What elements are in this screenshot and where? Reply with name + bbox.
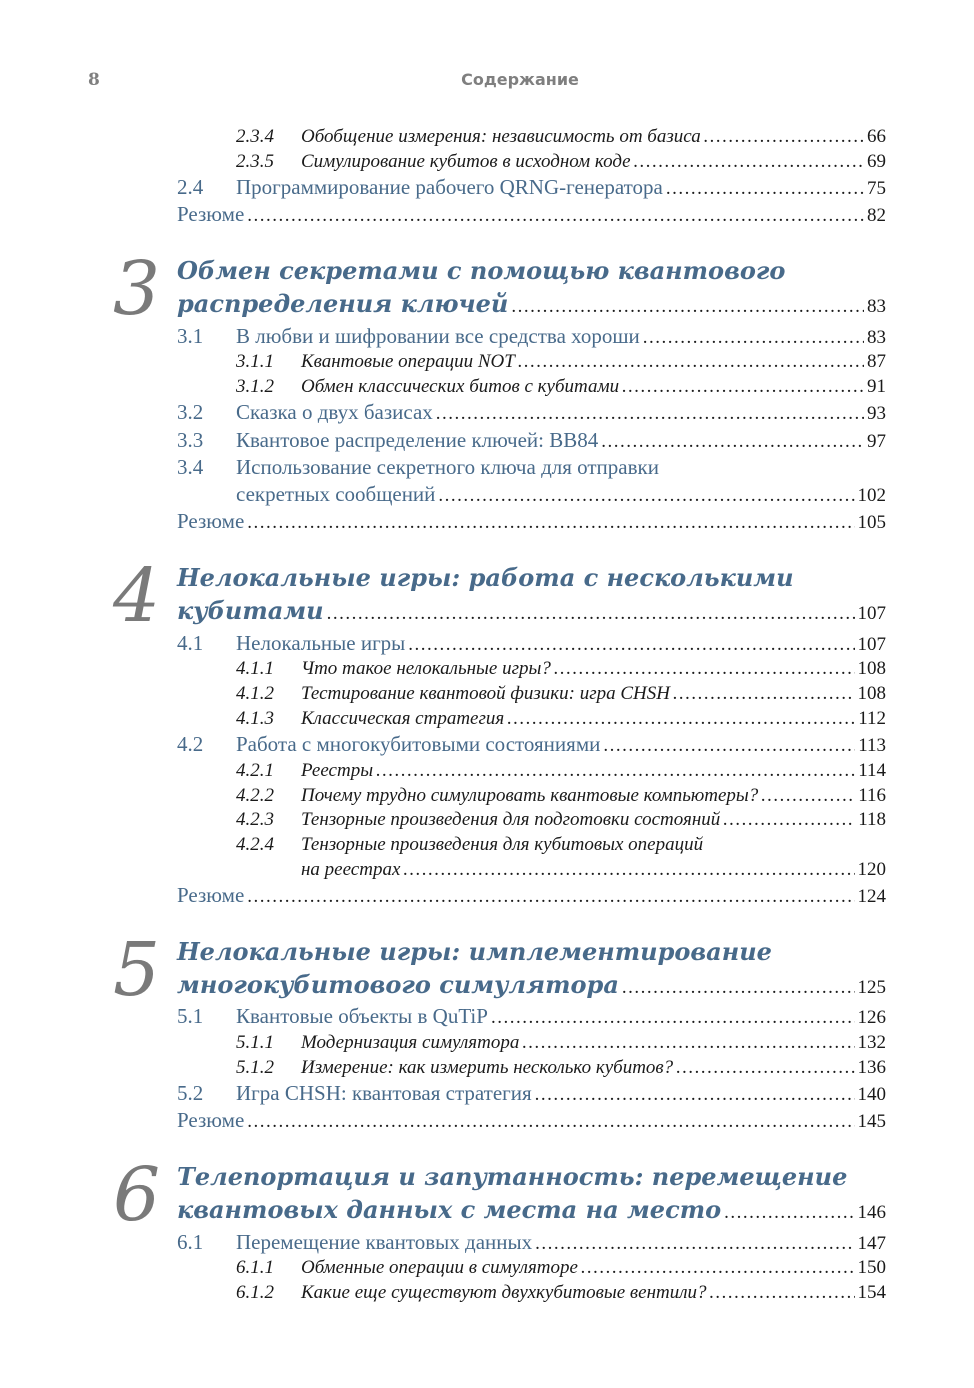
entry-page: 102 [857, 485, 886, 506]
entry-page: 66 [867, 126, 886, 147]
chapter-title-line1: Нелокальные игры: имплементирование [177, 937, 772, 966]
entry-title: Классическая стратегия [301, 708, 505, 729]
entry-title: Сказка о двух базисах [236, 400, 433, 424]
entry-title: Резюме [177, 202, 245, 226]
entry-page: 114 [858, 760, 886, 781]
chapter-number: 4 [113, 553, 161, 639]
entry-number: 5.1.1 [236, 1032, 274, 1053]
toc-entry-3-1[interactable] [0, 324, 974, 348]
toc-entry-3-2[interactable] [0, 400, 974, 424]
toc-entry-6-1-2[interactable] [0, 1280, 974, 1304]
toc-entry-2-3-4[interactable] [0, 124, 974, 148]
chapter-title-line2: квантовых данных с места на место [177, 1195, 722, 1224]
entry-page: 120 [857, 859, 886, 880]
entry-title: Игра CHSH: квантовая стратегия [236, 1081, 532, 1105]
page-number: 8 [88, 70, 100, 90]
entry-title: Резюме [177, 1108, 245, 1132]
entry-number: 4.2 [177, 732, 204, 756]
entry-title: Обменные операции в симуляторе [301, 1257, 578, 1278]
entry-page: 93 [867, 403, 886, 424]
entry-number: 3.1 [177, 324, 204, 348]
entry-title: Резюме [177, 883, 245, 907]
entry-page: 75 [867, 178, 886, 199]
chapter-number: 3 [113, 246, 161, 332]
toc-entry-2-3-5[interactable] [0, 149, 974, 173]
toc-entry-4-2[interactable] [0, 732, 974, 756]
toc-entry-4-2-2[interactable] [0, 783, 974, 807]
chapter-page: 107 [857, 603, 886, 624]
entry-page: 91 [867, 376, 886, 397]
entry-number: 5.2 [177, 1081, 204, 1105]
entry-title: Резюме [177, 509, 245, 533]
entry-number: 4.1 [177, 631, 204, 655]
entry-title-line1: Тензорные произведения для кубитовых операций [301, 834, 704, 855]
toc-entry-5-1[interactable] [0, 1004, 974, 1028]
entry-title: Обобщение измерения: независимость от базиса [301, 126, 701, 147]
entry-title: Квантовые объекты в QuTiP [236, 1004, 488, 1028]
toc-entry-6-1-1[interactable] [0, 1255, 974, 1279]
chapter-page: 146 [857, 1202, 886, 1223]
entry-page: 69 [867, 151, 886, 172]
toc-entry-4-2-3[interactable] [0, 807, 974, 831]
toc-entry-4-1[interactable] [0, 631, 974, 655]
toc-entry-4-2-4[interactable] [0, 832, 974, 880]
entry-title-line2: секретных сообщений [236, 482, 436, 506]
entry-title: Обмен классических битов с кубитами [301, 376, 620, 397]
chapter-title-line2: распределения ключей [177, 289, 509, 318]
entry-page: 97 [867, 431, 886, 452]
entry-title: Модернизация симулятора [301, 1032, 520, 1053]
chapter-page: 125 [857, 977, 886, 998]
toc-entry-4-1-3[interactable] [0, 706, 974, 730]
chapter-number: 6 [113, 1152, 161, 1238]
entry-page: 136 [857, 1057, 886, 1078]
entry-number: 6.1.1 [236, 1257, 274, 1278]
toc-entry-5-2[interactable] [0, 1081, 974, 1105]
chapter-title-line2: многокубитового симулятора [177, 970, 619, 999]
entry-number: 3.1.1 [236, 351, 274, 372]
chapter-title-line2: кубитами [177, 596, 324, 625]
toc-entry-3-3[interactable] [0, 428, 974, 452]
entry-number: 2.3.5 [236, 151, 274, 172]
entry-page: 126 [857, 1007, 886, 1028]
entry-number: 3.3 [177, 428, 204, 452]
entry-number: 4.1.1 [236, 658, 274, 679]
toc-entry-4-1-2[interactable] [0, 681, 974, 705]
toc-entry-4-1-1[interactable] [0, 656, 974, 680]
entry-page: 107 [857, 634, 886, 655]
chapter-title-line1: Нелокальные игры: работа с несколькими [177, 563, 794, 592]
entry-title-line1: Использование секретного ключа для отправки [236, 455, 659, 479]
entry-title: Какие еще существуют двухкубитовые вентили? [301, 1282, 707, 1303]
entry-page: 82 [867, 205, 886, 226]
entry-title: Что такое нелокальные игры? [301, 658, 551, 679]
entry-page: 112 [858, 708, 886, 729]
entry-number: 5.1.2 [236, 1057, 274, 1078]
entry-number: 4.2.4 [236, 834, 274, 855]
entry-page: 150 [857, 1257, 886, 1278]
entry-page: 105 [857, 512, 886, 533]
entry-title: Тензорные произведения для подготовки состояний [301, 809, 721, 830]
entry-page: 124 [857, 886, 886, 907]
entry-title: Перемещение квантовых данных [236, 1230, 533, 1254]
entry-title: Квантовые операции NOT [301, 351, 515, 372]
entry-number: 5.1 [177, 1004, 204, 1028]
entry-page: 118 [858, 809, 886, 830]
entry-title: Нелокальные игры [236, 631, 406, 655]
entry-page: 147 [857, 1233, 886, 1254]
entry-title: В любви и шифровании все средства хороши [236, 324, 640, 348]
entry-title: Симулирование кубитов в исходном коде [301, 151, 631, 172]
toc-entry-3-1-1[interactable] [0, 349, 974, 373]
entry-page: 87 [867, 351, 886, 372]
toc-entry-3-1-2[interactable] [0, 374, 974, 398]
toc-entry-3-4[interactable] [0, 455, 974, 506]
chapter-page: 83 [867, 296, 886, 317]
entry-number: 4.1.3 [236, 708, 274, 729]
entry-number: 6.1.2 [236, 1282, 274, 1303]
entry-title: Квантовое распределение ключей: BB84 [236, 428, 599, 452]
toc-entry-summary-4[interactable] [0, 883, 974, 907]
entry-page: 154 [857, 1282, 886, 1303]
entry-number: 3.2 [177, 400, 204, 424]
toc-entry-summary-3[interactable] [0, 509, 974, 533]
entry-title: Работа с многокубитовыми состояниями [236, 732, 601, 756]
entry-number: 4.1.2 [236, 683, 274, 704]
chapter-title-line1: Обмен секретами с помощью квантового [177, 256, 786, 285]
entry-page: 113 [858, 735, 886, 756]
chapter-title-line1: Телепортация и запутанность: перемещение [177, 1162, 848, 1191]
entry-title-line2: на реестрах [301, 859, 401, 880]
chapter-number: 5 [113, 927, 161, 1013]
toc-entry-5-1-1[interactable] [0, 1030, 974, 1054]
entry-page: 83 [867, 327, 886, 348]
entry-number: 3.4 [177, 455, 204, 479]
entry-number: 2.4 [177, 175, 204, 199]
entry-page: 132 [857, 1032, 886, 1053]
entry-title: Почему трудно симулировать квантовые компьютеры? [301, 785, 759, 806]
entry-number: 4.2.1 [236, 760, 274, 781]
toc-entry-6-1[interactable] [0, 1230, 974, 1254]
toc-entry-summary-5[interactable] [0, 1108, 974, 1132]
entry-page: 108 [857, 683, 886, 704]
toc-entry-5-1-2[interactable] [0, 1055, 974, 1079]
toc-entry-2-4[interactable] [0, 175, 974, 199]
entry-title: Измерение: как измерить несколько кубитов? [301, 1057, 674, 1078]
entry-number: 3.1.2 [236, 376, 274, 397]
toc-entry-summary-2[interactable] [0, 202, 974, 226]
entry-number: 2.3.4 [236, 126, 274, 147]
entry-number: 4.2.3 [236, 809, 274, 830]
entry-title: Реестры [301, 760, 374, 781]
entry-page: 116 [858, 785, 886, 806]
entry-number: 6.1 [177, 1230, 204, 1254]
running-head: Содержание [461, 70, 579, 89]
toc-entry-4-2-1[interactable] [0, 758, 974, 782]
entry-number: 4.2.2 [236, 785, 274, 806]
entry-title: Тестирование квантовой физики: игра CHSH [301, 683, 670, 704]
entry-page: 140 [857, 1084, 886, 1105]
entry-title: Программирование рабочего QRNG-генератора [236, 175, 663, 199]
entry-page: 108 [857, 658, 886, 679]
entry-page: 145 [857, 1111, 886, 1132]
